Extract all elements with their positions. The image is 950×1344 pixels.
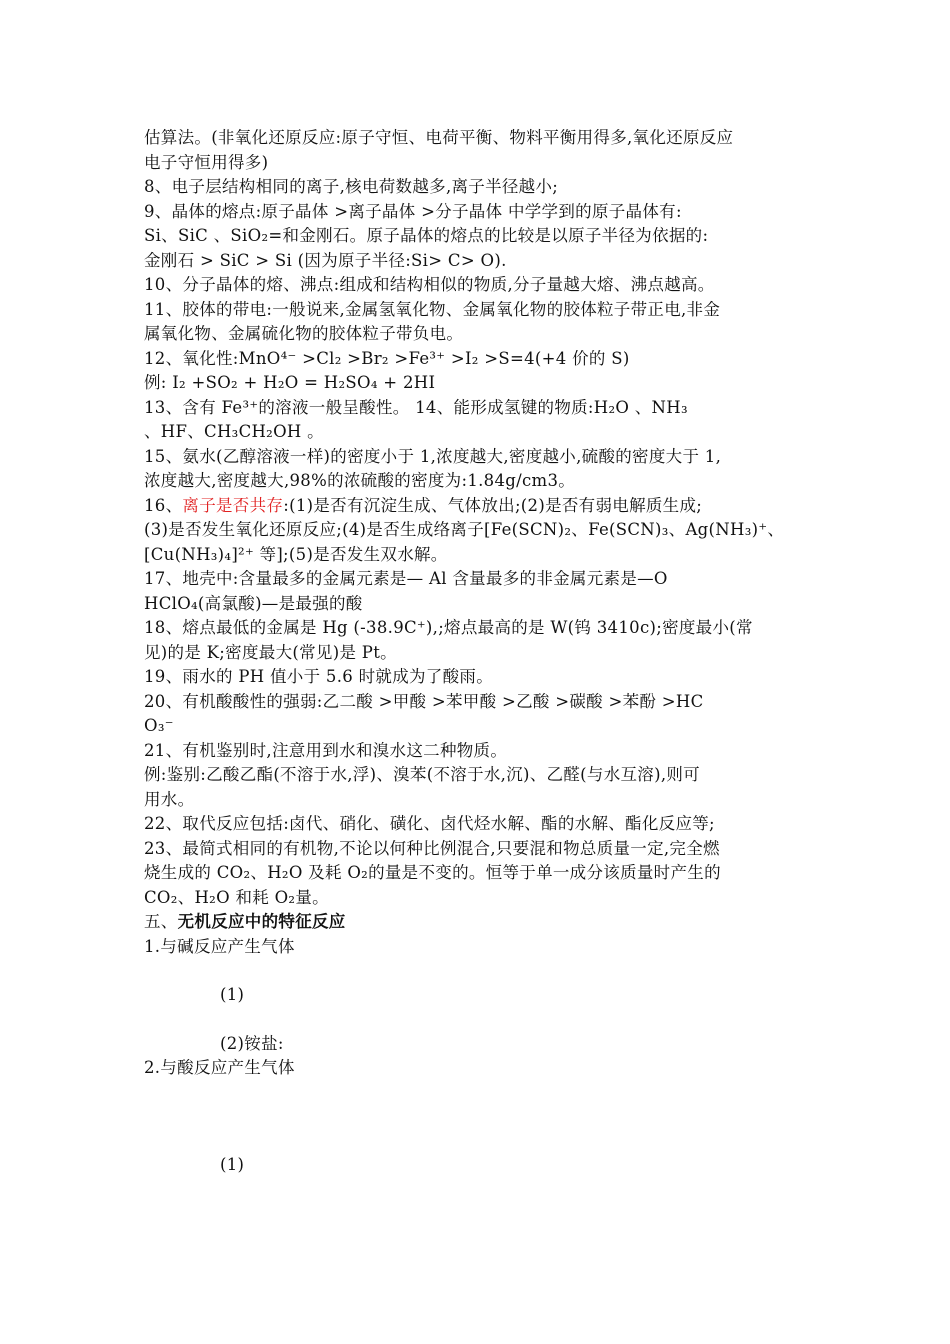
text-line: 、HF、CH₃CH₂OH 。 xyxy=(144,422,324,441)
text-line: 18、熔点最低的金属是 Hg (-38.9C⁺),;熔点最高的是 W(钨 3410c);密度最小(常 xyxy=(144,618,753,637)
text-line: 例: I₂ +SO₂ + H₂O = H₂SO₄ + 2HI xyxy=(144,373,436,392)
text-line: CO₂、H₂O 和耗 O₂量。 xyxy=(144,887,329,907)
text-line: 电子守恒用得多) xyxy=(144,152,269,172)
item-2-1: (1) xyxy=(220,1154,245,1174)
text-line: (3)是否发生氧化还原反应;(4)是否生成络离子[Fe(SCN)₂、Fe(SCN)₃、Ag(NH₃)⁺、 xyxy=(144,520,785,539)
text-line: 22、取代反应包括:卤代、硝化、磺化、卤代烃水解、酯的水解、酯化反应等; xyxy=(144,814,715,833)
section-prefix: 五、 xyxy=(144,912,178,931)
text-line: 15、氨水(乙醇溶液一样)的密度小于 1,浓度越大,密度越小,硫酸的密度大于 1, xyxy=(144,446,722,466)
text-line: 8、电子层结构相同的离子,核电荷数越多,离子半径越小; xyxy=(144,177,559,196)
text-line: 23、最简式相同的有机物,不论以何种比例混合,只要混和物总质量一定,完全燃 xyxy=(144,838,720,858)
text-line: 13、含有 Fe³⁺的溶液一般呈酸性。 14、能形成氢键的物质:H₂O 、NH₃ xyxy=(144,397,688,417)
item-2: 2.与酸反应产生气体 xyxy=(144,1058,295,1077)
text-line: 21、有机鉴别时,注意用到水和溴水这二种物质。 xyxy=(144,740,508,760)
highlight-ion-coexistence: 离子是否共存 xyxy=(182,495,284,515)
text-line-16 xyxy=(144,494,824,519)
text-line: 估算法。(非氧化还原反应:原子守恒、电荷平衡、物料平衡用得多,氧化还原反应 xyxy=(144,128,734,147)
text-line: Si、SiC 、SiO₂=和金刚石。原子晶体的熔点的比较是以原子半径为依据的: xyxy=(144,226,709,245)
text-line: 见)的是 K;密度最大(常见)是 Pt。 xyxy=(144,642,397,662)
text-line: 烧生成的 CO₂、H₂O 及耗 O₂的量是不变的。恒等于单一成分该质量时产生的 xyxy=(144,863,721,882)
text-line: 9、晶体的熔点:原子晶体 >离子晶体 >分子晶体 中学学到的原子晶体有: xyxy=(144,201,682,221)
item-1-2: (2)铵盐: xyxy=(220,1033,284,1053)
item-1-1: (1) xyxy=(220,985,245,1004)
text-line: O₃⁻ xyxy=(144,716,174,735)
document-page xyxy=(144,126,824,1177)
text-line: [Cu(NH₃)₄]²⁺ 等];(5)是否发生双水解。 xyxy=(144,544,448,564)
section-title: 无机反应中的特征反应 xyxy=(177,912,346,931)
text-line: 属氧化物、金属硫化物的胶体粒子带负电。 xyxy=(144,324,464,343)
text-line: HClO₄(高氯酸)—是最强的酸 xyxy=(144,593,363,613)
text-line: 例:鉴别:乙酸乙酯(不溶于水,浮)、溴苯(不溶于水,沉)、乙醛(与水互溶),则可 xyxy=(144,765,700,784)
line16-prefix: 16、 xyxy=(144,495,183,515)
text-line: 11、胶体的带电:一般说来,金属氢氧化物、金属氧化物的胶体粒子带正电,非金 xyxy=(144,299,721,319)
text-line: 17、地壳中:含量最多的金属元素是— Al 含量最多的非金属元素是—O xyxy=(144,569,668,588)
line16-rest: :(1)是否有沉淀生成、气体放出;(2)是否有弱电解质生成; xyxy=(283,495,703,515)
text-line: 20、有机酸酸性的强弱:乙二酸 >甲酸 >苯甲酸 >乙酸 >碳酸 >苯酚 >HC xyxy=(144,691,704,711)
text-line: 浓度越大,密度越大,98%的浓硫酸的密度为:1.84g/cm3。 xyxy=(144,471,576,490)
text-line: 12、氧化性:MnO⁴⁻ >Cl₂ >Br₂ >Fe³⁺ >I₂ >S=4(+4 价的 S) xyxy=(144,348,630,368)
text-line: 金刚石 > SiC > Si (因为原子半径:Si> C> O). xyxy=(144,250,507,270)
text-line: 19、雨水的 PH 值小于 5.6 时就成为了酸雨。 xyxy=(144,667,494,686)
text-line: 10、分子晶体的熔、沸点:组成和结构相似的物质,分子量越大熔、沸点越高。 xyxy=(144,275,715,294)
item-1: 1.与碱反应产生气体 xyxy=(144,936,295,956)
section-heading xyxy=(144,910,824,935)
text-line: 用水。 xyxy=(144,789,195,809)
